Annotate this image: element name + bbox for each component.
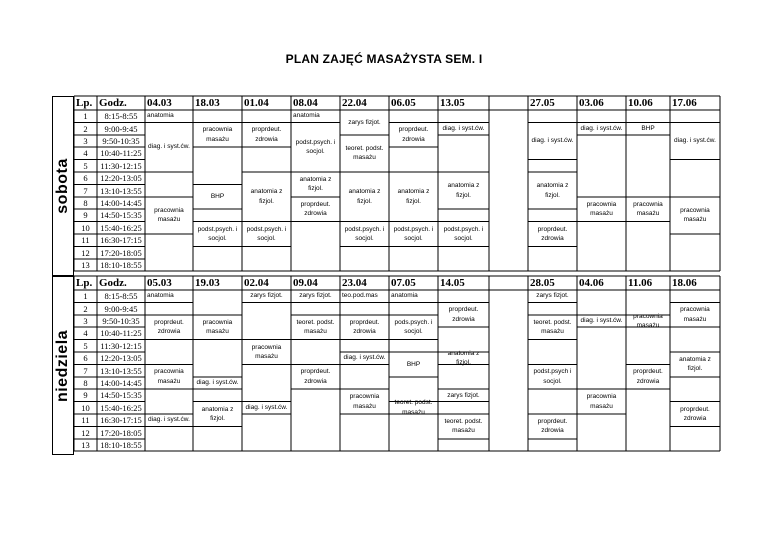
row-time: 8:15-8:55 <box>104 111 138 122</box>
row-number: 5 <box>83 340 88 351</box>
header-date: 10.06 <box>628 97 653 109</box>
class-block: teoret. podst. masażu <box>444 417 483 435</box>
header-godz: Godz. <box>99 277 127 289</box>
class-block: teo.pod.mas <box>342 292 378 299</box>
class-block: zarys fizjot. <box>536 292 569 300</box>
class-block: anatomia z fizjol. <box>348 188 381 205</box>
class-block: anatomia z fizjol. <box>250 188 283 205</box>
class-block: anatomia z fizjol. <box>397 188 430 205</box>
row-time: 11:30-12:15 <box>100 340 142 351</box>
header-godz: Godz. <box>99 97 127 109</box>
class-block: pracownia masażu <box>586 393 617 410</box>
class-block: proprdeut. zdrowia <box>448 306 479 323</box>
row-number: 11 <box>81 415 90 426</box>
row-number: 9 <box>83 390 88 401</box>
row-number: 10 <box>81 222 90 233</box>
class-block: podst.psych. i socjol. <box>197 225 238 242</box>
class-block: proprdeut. zdrowia <box>537 417 568 435</box>
class-block: proprdeut. zdrowia <box>633 368 663 385</box>
class-block: proprdeut. zdrowia <box>398 126 429 143</box>
class-block: BHP <box>210 193 225 201</box>
header-date: 13.05 <box>440 97 465 109</box>
class-block: pods.psych. i socjol. <box>394 318 433 336</box>
class-block: diag. i syst.ćw. <box>442 124 485 132</box>
row-number: 12 <box>81 427 90 438</box>
header-date: 23.04 <box>342 277 367 289</box>
class-block: anatomia <box>293 112 320 119</box>
header-date: 08.04 <box>293 97 318 109</box>
class-block: pracownia masażu <box>202 126 233 143</box>
class-block: pracownia masażu <box>586 200 617 218</box>
class-block: diag. i syst.ćw. <box>196 379 239 387</box>
row-number: 3 <box>83 135 88 146</box>
class-block: teoret. podst. masażu <box>296 318 335 336</box>
class-block: podst.psych. i socjol. <box>393 225 434 242</box>
class-block: proprdeut. zdrowia <box>537 225 568 242</box>
header-lp: Lp. <box>76 277 93 289</box>
row-number: 13 <box>81 259 90 270</box>
row-time: 12:20-13:05 <box>100 353 142 364</box>
row-time: 13:10-13:55 <box>100 185 142 196</box>
row-time: 12:20-13:05 <box>100 173 142 184</box>
header-date: 22.04 <box>342 97 367 109</box>
class-block: pracownia masażu <box>680 306 710 323</box>
section-label-text: niedziela <box>54 329 71 402</box>
class-block: anatomia z fizjol. <box>679 355 711 373</box>
row-number: 5 <box>83 160 88 171</box>
class-block: podst.psych. i socjol. <box>344 225 385 242</box>
row-number: 1 <box>83 291 88 302</box>
header-date: 07.05 <box>391 277 416 289</box>
class-block: anatomia <box>391 292 418 299</box>
class-block: anatomia z fizjol. <box>447 349 480 367</box>
row-number: 2 <box>83 123 88 134</box>
row-time: 18:10-18:55 <box>100 259 142 270</box>
class-block: zarys fizjot. <box>299 292 332 300</box>
class-block: BHP <box>406 360 421 368</box>
header-date: 18.06 <box>672 277 697 289</box>
class-block: anatomia <box>147 292 174 299</box>
row-number: 6 <box>83 173 88 184</box>
header-date: 05.03 <box>147 277 172 289</box>
header-date: 18.03 <box>195 97 220 109</box>
row-number: 4 <box>83 148 88 159</box>
row-number: 12 <box>81 247 90 258</box>
class-block: BHP <box>641 124 655 132</box>
row-number: 10 <box>81 402 90 413</box>
row-number: 11 <box>81 235 90 246</box>
class-block: diag. i syst.ćw. <box>580 317 623 325</box>
row-number: 1 <box>83 111 88 122</box>
row-number: 6 <box>83 353 88 364</box>
row-time: 14:00-14:45 <box>100 377 142 388</box>
class-block: diag. i syst.ćw. <box>245 404 288 412</box>
row-time: 18:10-18:55 <box>100 439 142 450</box>
header-date: 19.03 <box>195 277 220 289</box>
row-number: 3 <box>83 315 88 326</box>
row-time: 16:30-17:15 <box>100 415 142 426</box>
header-date: 27.05 <box>530 97 555 109</box>
class-block: pracownia masażu <box>251 343 282 360</box>
row-time: 9:50-10:35 <box>102 135 140 146</box>
row-time: 10:40-11:25 <box>100 328 142 339</box>
row-number: 2 <box>83 303 88 314</box>
header-date: 14.05 <box>440 277 465 289</box>
class-block: anatomia z fizjol. <box>447 182 480 199</box>
class-block: diag. i syst.ćw. <box>148 416 190 424</box>
row-number: 8 <box>83 377 88 388</box>
header-date: 03.06 <box>579 97 604 109</box>
class-block: pracownia masażu <box>633 200 663 218</box>
header-date: 11.06 <box>628 277 653 289</box>
row-number: 13 <box>81 439 90 450</box>
row-time: 17:20-18:05 <box>100 247 142 258</box>
row-number: 9 <box>83 210 88 221</box>
class-block: teoret. podst. masażu <box>345 144 384 162</box>
row-time: 15:40-16:25 <box>100 402 142 413</box>
class-block: zarys fizjot. <box>348 118 381 126</box>
class-block: proprdeut. zdrowia <box>349 318 380 336</box>
class-block: pracownia masażu <box>202 318 233 336</box>
row-time: 8:15-8:55 <box>104 291 138 302</box>
class-block: podst.psych. i socjol. <box>246 225 287 242</box>
class-block: pracownia masażu <box>154 206 184 224</box>
class-block: teoret. podst. masażu <box>394 399 433 416</box>
class-block: diag. i syst.ćw. <box>343 354 386 362</box>
row-time: 13:10-13:55 <box>100 365 142 376</box>
row-time: 14:50-15:35 <box>100 210 142 221</box>
class-block: proprdeut. zdrowia <box>680 405 710 422</box>
row-number: 4 <box>83 328 88 339</box>
class-block: teoret. podst. masażu <box>533 318 572 336</box>
row-time: 17:20-18:05 <box>100 427 142 438</box>
row-number: 7 <box>83 185 88 196</box>
row-time: 15:40-16:25 <box>100 222 142 233</box>
class-block: diag. i syst.ćw. <box>148 143 190 151</box>
header-date: 04.03 <box>147 97 172 109</box>
row-number: 8 <box>83 197 88 208</box>
row-time: 11:30-12:15 <box>100 160 142 171</box>
row-time: 9:00-9:45 <box>104 303 138 314</box>
row-time: 14:50-15:35 <box>100 390 142 401</box>
class-block: proprdeut. zdrowia <box>251 126 282 143</box>
page-title: PLAN ZAJĘĆ MASAŻYSTA SEM. I <box>285 52 483 66</box>
class-block: anatomia z fizjol. <box>536 182 569 199</box>
class-block: diag. i syst.ćw. <box>674 137 716 145</box>
header-date: 09.04 <box>293 277 318 289</box>
class-block: pracownia masażu <box>680 206 710 224</box>
class-block: podst.psych. i socjol. <box>443 225 484 242</box>
class-block: anatomia <box>147 112 174 119</box>
class-block: podst.psych i socjol. <box>533 368 572 385</box>
class-block: anatomia z fizjol. <box>299 175 332 193</box>
header-date: 28.05 <box>530 277 555 289</box>
section-label-text: sobota <box>54 158 71 214</box>
class-block: proprdeut. zdrowia <box>154 318 184 336</box>
row-time: 10:40-11:25 <box>100 148 142 159</box>
row-time: 9:00-9:45 <box>104 123 138 134</box>
row-number: 7 <box>83 365 88 376</box>
class-block: proprdeut. zdrowia <box>300 368 331 385</box>
header-lp: Lp. <box>76 97 93 109</box>
row-time: 16:30-17:15 <box>100 235 142 246</box>
class-block: pracownia masażu <box>349 393 380 410</box>
class-block: pracownia masażu <box>633 312 663 329</box>
class-block: zarys fizjot. <box>447 391 480 399</box>
class-block: anatomia z fizjol. <box>201 405 234 422</box>
header-date: 17.06 <box>672 97 697 109</box>
class-block: diag. i syst.ćw. <box>531 137 574 145</box>
class-block: pracownia masażu <box>154 368 184 385</box>
row-time: 14:00-14:45 <box>100 197 142 208</box>
header-date: 01.04 <box>244 97 269 109</box>
class-block: proprdeut. zdrowia <box>300 200 331 218</box>
row-time: 9:50-10:35 <box>102 315 140 326</box>
class-block: podst.psych. i socjol. <box>295 138 336 156</box>
class-block: diag. i syst.ćw. <box>580 124 623 132</box>
header-date: 02.04 <box>244 277 269 289</box>
class-block: zarys fizjot. <box>250 292 283 300</box>
header-date: 06.05 <box>391 97 416 109</box>
header-date: 04.06 <box>579 277 604 289</box>
